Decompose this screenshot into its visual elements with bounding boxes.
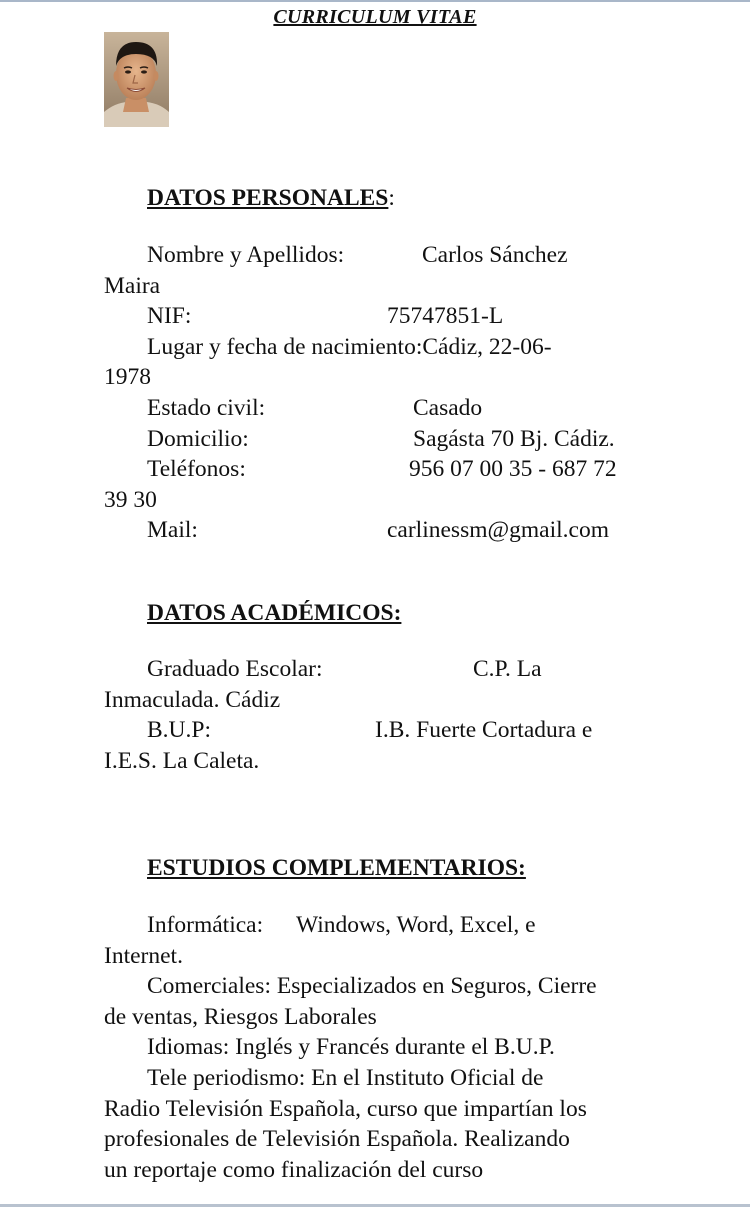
complementary-heading-text: ESTUDIOS COMPLEMENTARIOS: xyxy=(147,855,526,881)
address-label: Domicilio: xyxy=(147,425,249,452)
nif-row xyxy=(104,301,644,332)
languages-line: Idiomas: Inglés y Francés durante el B.U.P. xyxy=(147,1034,555,1061)
civil-row xyxy=(104,393,644,424)
tv-line-2: Radio Televisión Española, curso que impartían los xyxy=(104,1095,587,1122)
academic-heading-text: DATOS ACADÉMICOS: xyxy=(147,600,402,626)
bup-value: I.B. Fuerte Cortadura e xyxy=(375,717,593,744)
top-border xyxy=(0,0,750,2)
phones-value-continued: 39 30 xyxy=(104,486,157,513)
mail-value: carlinessm@gmail.com xyxy=(387,517,609,544)
phones-label: Teléfonos: xyxy=(147,456,246,483)
school-row xyxy=(104,654,644,685)
school-value-continued: Inmaculada. Cádiz xyxy=(104,686,281,713)
address-row xyxy=(104,424,644,455)
bup-row xyxy=(104,715,644,746)
it-value: Windows, Word, Excel, e xyxy=(296,912,536,938)
sales-line-1: Comerciales: Especializados en Seguros, Cierre xyxy=(147,973,597,1000)
nif-label: NIF: xyxy=(147,303,192,330)
it-row xyxy=(104,910,644,941)
tv-line-1: Tele periodismo: En el Instituto Oficial de xyxy=(147,1064,544,1091)
sales-line-2: de ventas, Riesgos Laborales xyxy=(104,1003,377,1030)
tv-line-4: un reportaje como finalización del curso xyxy=(104,1156,484,1183)
section-academic-body xyxy=(104,654,644,776)
personal-heading-colon: : xyxy=(388,185,395,211)
civil-value: Casado xyxy=(413,394,483,421)
section-complementary-heading xyxy=(104,853,644,884)
section-personal-heading xyxy=(104,183,644,214)
section-academic-heading xyxy=(104,598,644,629)
civil-label: Estado civil: xyxy=(147,394,266,421)
tv-line-3: profesionales de Televisión Española. Realizando xyxy=(104,1126,570,1153)
school-label: Graduado Escolar: xyxy=(147,656,323,682)
mail-label: Mail: xyxy=(147,517,198,544)
address-value: Sagásta 70 Bj. Cádiz. xyxy=(413,425,615,452)
section-personal-body xyxy=(104,240,644,546)
name-row xyxy=(104,240,644,271)
name-value: Carlos Sánchez xyxy=(422,242,568,268)
birth-label: Lugar y fecha de nacimiento: xyxy=(147,333,423,360)
birth-value-continued: 1978 xyxy=(104,364,151,391)
personal-heading-text: DATOS PERSONALES xyxy=(147,185,389,211)
phones-row xyxy=(104,454,644,485)
mail-row xyxy=(104,515,644,546)
nif-value: 75747851-L xyxy=(387,303,504,330)
it-label: Informática: xyxy=(147,912,264,938)
profile-photo xyxy=(104,32,169,127)
name-value-continued: Maira xyxy=(104,272,161,299)
name-label: Nombre y Apellidos: xyxy=(147,242,345,268)
document-title: CURRICULUM VITAE xyxy=(273,6,477,28)
bup-label: B.U.P: xyxy=(147,717,211,744)
it-value-continued: Internet. xyxy=(104,942,183,969)
bup-value-continued: I.E.S. La Caleta. xyxy=(104,747,260,774)
section-complementary-body xyxy=(104,910,644,1185)
school-value: C.P. La xyxy=(473,656,542,682)
birth-row xyxy=(104,332,644,363)
phones-value: 956 07 00 35 - 687 72 xyxy=(409,456,617,483)
birth-value: Cádiz, 22-06- xyxy=(422,333,552,360)
